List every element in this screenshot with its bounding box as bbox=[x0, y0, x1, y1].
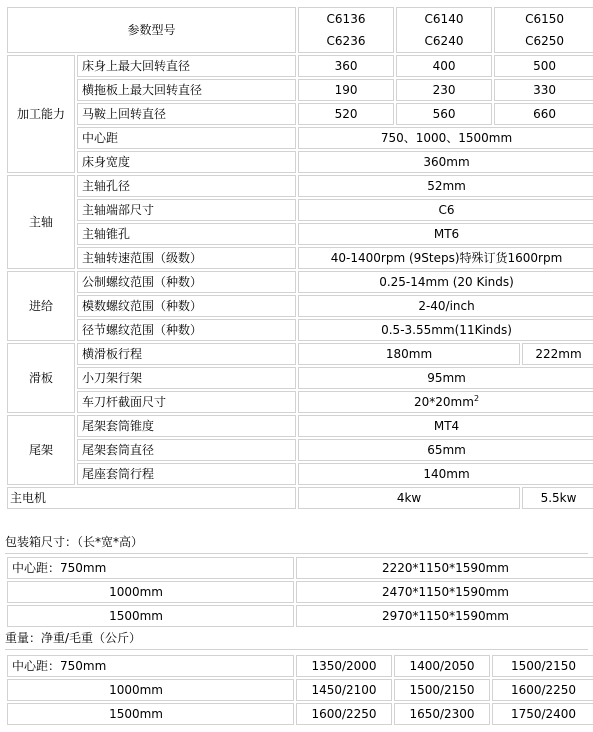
cell-value: 52mm bbox=[298, 175, 593, 197]
cell-value: 222mm bbox=[522, 343, 593, 365]
row-label: 横拖板上最大回转直径 bbox=[77, 79, 296, 101]
cell-value: 360 bbox=[298, 55, 394, 77]
cell-value: 500 bbox=[494, 55, 593, 77]
weight-value: 1600/2250 bbox=[492, 679, 593, 701]
row-label: 尾架套筒直径 bbox=[77, 439, 296, 461]
cell-value: C6 bbox=[298, 199, 593, 221]
packing-table bbox=[5, 555, 593, 629]
model-c6150: C6150 C6250 bbox=[494, 7, 593, 53]
weight-value: 1450/2100 bbox=[296, 679, 392, 701]
row-label: 马鞍上回转直径 bbox=[77, 103, 296, 125]
cell-value: 190 bbox=[298, 79, 394, 101]
weight-value: 1600/2250 bbox=[296, 703, 392, 725]
cell-value: 65mm bbox=[298, 439, 593, 461]
cell-value: 140mm bbox=[298, 463, 593, 485]
cell-value: 5.5kw bbox=[522, 487, 593, 509]
weight-value: 1350/2000 bbox=[296, 655, 392, 677]
packing-value: 2220*1150*1590mm bbox=[296, 557, 593, 579]
weight-label: 中心距：750mm bbox=[7, 655, 294, 677]
cell-value: 180mm bbox=[298, 343, 520, 365]
cell-value: 230 bbox=[396, 79, 492, 101]
group-slide: 滑板 bbox=[7, 343, 75, 413]
weight-value: 1650/2300 bbox=[394, 703, 490, 725]
group-capacity: 加工能力 bbox=[7, 55, 75, 173]
weight-value: 1500/2150 bbox=[394, 679, 490, 701]
cell-value: 400 bbox=[396, 55, 492, 77]
weight-value: 1500/2150 bbox=[492, 655, 593, 677]
row-label: 横滑板行程 bbox=[77, 343, 296, 365]
row-label: 尾座套筒行程 bbox=[77, 463, 296, 485]
row-label: 公制螺纹范围（种数） bbox=[77, 271, 296, 293]
cell-value: MT4 bbox=[298, 415, 593, 437]
row-label: 主轴端部尺寸 bbox=[77, 199, 296, 221]
packing-value: 2470*1150*1590mm bbox=[296, 581, 593, 603]
group-spindle: 主轴 bbox=[7, 175, 75, 269]
cell-value: 2-40/inch bbox=[298, 295, 593, 317]
param-header: 参数型号 bbox=[7, 7, 296, 53]
row-label: 模数螺纹范围（种数） bbox=[77, 295, 296, 317]
weight-table bbox=[5, 653, 593, 727]
group-feed: 进给 bbox=[7, 271, 75, 341]
cell-value: 360mm bbox=[298, 151, 593, 173]
cell-value: 560 bbox=[396, 103, 492, 125]
row-label: 主轴锥孔 bbox=[77, 223, 296, 245]
cell-value: MT6 bbox=[298, 223, 593, 245]
cell-value: 95mm bbox=[298, 367, 593, 389]
packing-label: 中心距：750mm bbox=[7, 557, 294, 579]
cell-value: 520 bbox=[298, 103, 394, 125]
cell-value: 0.5-3.55mm(11Kinds) bbox=[298, 319, 593, 341]
cell-value: 4kw bbox=[298, 487, 520, 509]
weight-value: 1750/2400 bbox=[492, 703, 593, 725]
cell-value: 0.25-14mm (20 Kinds) bbox=[298, 271, 593, 293]
group-tail: 尾架 bbox=[7, 415, 75, 485]
row-label: 床身宽度 bbox=[77, 151, 296, 173]
spec-table bbox=[5, 5, 593, 511]
row-label: 小刀架行架 bbox=[77, 367, 296, 389]
model-c6136: C6136 C6236 bbox=[298, 7, 394, 53]
weight-label: 1000mm bbox=[7, 679, 294, 701]
cell-value: 40-1400rpm (9Steps)特殊订货1600rpm bbox=[298, 247, 593, 269]
row-label: 主轴转速范围（级数） bbox=[77, 247, 296, 269]
row-label: 径节螺纹范围（种数） bbox=[77, 319, 296, 341]
weight-title: 重量：净重/毛重（公斤） bbox=[5, 627, 588, 650]
motor-row bbox=[7, 487, 593, 509]
packing-title: 包装箱尺寸：（长*宽*高） bbox=[5, 531, 588, 554]
row-label: 尾架套筒锥度 bbox=[77, 415, 296, 437]
weight-value: 1400/2050 bbox=[394, 655, 490, 677]
cell-value: $20*20mm^2$ bbox=[298, 391, 593, 413]
cell-value: 750、1000、1500mm bbox=[298, 127, 593, 149]
row-label: 主轴孔径 bbox=[77, 175, 296, 197]
model-c6140: C6140 C6240 bbox=[396, 7, 492, 53]
packing-label: 1500mm bbox=[7, 605, 294, 627]
header-row bbox=[7, 7, 593, 53]
cell-value: 330 bbox=[494, 79, 593, 101]
superscript: 2 bbox=[473, 394, 480, 403]
cell-value: 660 bbox=[494, 103, 593, 125]
row-label: 中心距 bbox=[77, 127, 296, 149]
motor-label: 主电机 bbox=[7, 487, 296, 509]
row-label: 床身上最大回转直径 bbox=[77, 55, 296, 77]
packing-value: 2970*1150*1590mm bbox=[296, 605, 593, 627]
weight-label: 1500mm bbox=[7, 703, 294, 725]
row-label: 车刀杆截面尺寸 bbox=[77, 391, 296, 413]
packing-label: 1000mm bbox=[7, 581, 294, 603]
